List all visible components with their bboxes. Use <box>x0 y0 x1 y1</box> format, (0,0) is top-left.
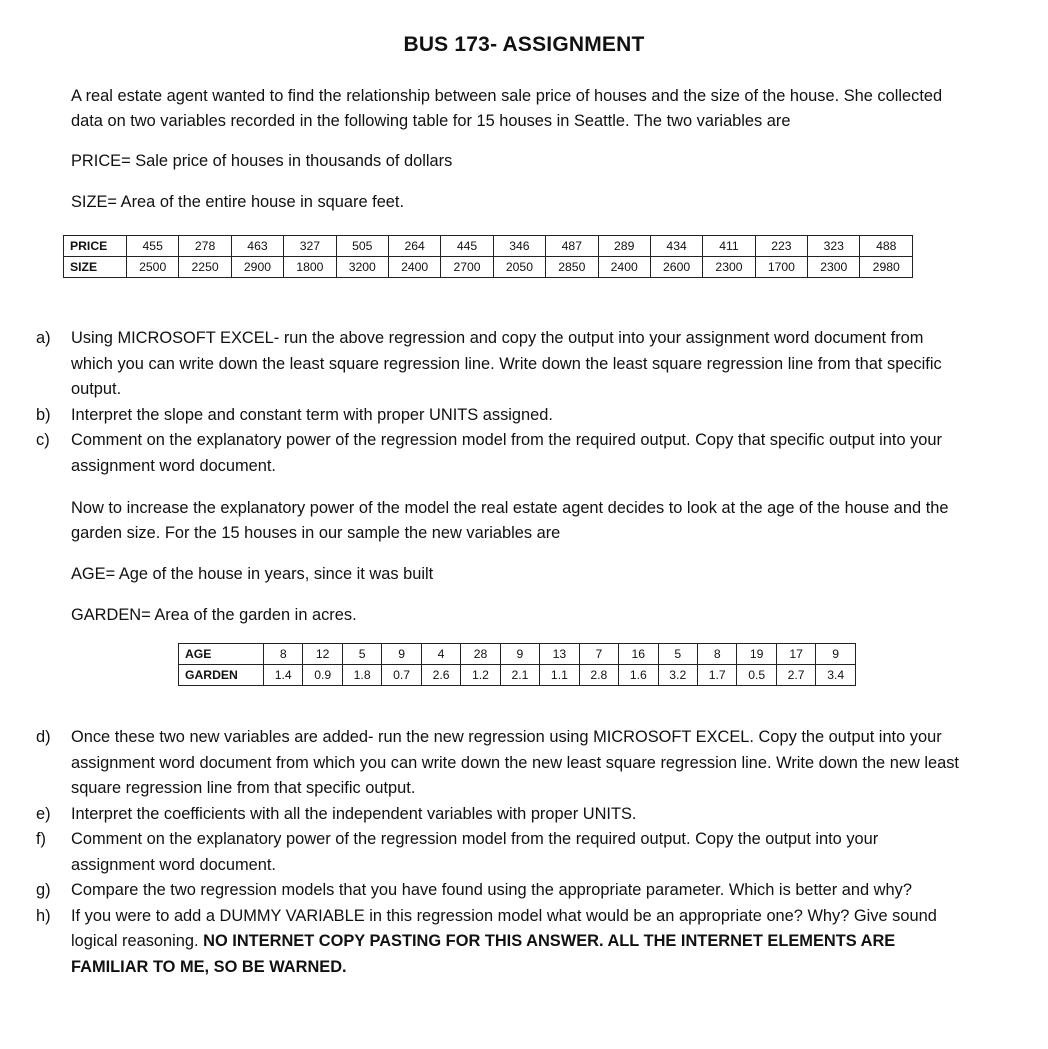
table-cell: 2.8 <box>579 665 618 686</box>
table-cell: 1.7 <box>697 665 736 686</box>
question-text: Compare the two regression models that you have found using the appropriate parameter. Which is better and why? <box>71 881 912 899</box>
table-cell: 2.1 <box>500 665 539 686</box>
question-label: a) <box>36 329 51 347</box>
table-cell: 264 <box>388 236 440 257</box>
table-cell: 5 <box>658 644 697 665</box>
question-text: Interpret the slope and constant term with proper UNITS assigned. <box>71 405 553 424</box>
question-text: Once these two new variables are added- run the new regression using MICROSOFT EXCEL. Copy the output into your assignment word document from which you can write down the new least square regression line. Write down the new least square regression line from that specific output. <box>71 728 959 797</box>
table-cell: 3.4 <box>816 665 856 686</box>
table-cell: 2600 <box>650 257 702 278</box>
table-cell: 445 <box>441 236 493 257</box>
question-list-part-2 <box>36 725 966 980</box>
question-item <box>36 403 966 429</box>
table-cell: 278 <box>179 236 231 257</box>
question-text: If you were to add a DUMMY VARIABLE in this regression model what would be an appropriate one? Why? Give sound logical reasoning. <box>71 906 937 950</box>
table-cell: 463 <box>231 236 283 257</box>
table-cell: 2500 <box>127 257 179 278</box>
table-cell: 16 <box>619 644 658 665</box>
variable-age-definition: AGE= Age of the house in years, since it was built <box>71 565 434 583</box>
table-cell: 8 <box>264 644 303 665</box>
table-cell: 7 <box>579 644 618 665</box>
table-cell: 4 <box>421 644 460 665</box>
question-label: g) <box>36 881 51 899</box>
table-cell: 411 <box>703 236 755 257</box>
table-cell: 5 <box>342 644 381 665</box>
price-size-table <box>63 235 913 278</box>
table-cell: 2.6 <box>421 665 460 686</box>
page-title: BUS 173- ASSIGNMENT <box>403 33 645 56</box>
table-cell: 1.2 <box>461 665 500 686</box>
table-cell: 1.8 <box>342 665 381 686</box>
table-cell: 2900 <box>231 257 283 278</box>
table-row <box>64 236 913 257</box>
table-cell: 505 <box>336 236 388 257</box>
question-text: Using MICROSOFT EXCEL- run the above regression and copy the output into your assignment word document from which you can write down the least square regression line. Write down the least square regression line from that specific output. <box>71 329 942 398</box>
table-cell: 17 <box>776 644 815 665</box>
question-label: f) <box>36 830 47 848</box>
row-header: PRICE <box>64 236 127 257</box>
table-row <box>179 665 856 686</box>
question-text: Interpret the coefficients with all the independent variables with proper UNITS. <box>71 804 637 823</box>
question-text: Comment on the explanatory power of the regression model from the required output. Copy the output into your assignment word document. <box>71 830 879 874</box>
table-cell: 455 <box>127 236 179 257</box>
row-header: AGE <box>179 644 264 665</box>
question-label: c) <box>36 431 50 449</box>
question-item <box>36 725 966 802</box>
question-item <box>36 428 966 479</box>
table-cell: 2250 <box>179 257 231 278</box>
question-item <box>36 904 966 981</box>
table-cell: 487 <box>546 236 598 257</box>
question-label: e) <box>36 804 51 823</box>
table-cell: 8 <box>697 644 736 665</box>
question-item <box>36 878 966 904</box>
table-cell: 13 <box>540 644 579 665</box>
table-cell: 488 <box>860 236 913 257</box>
table-cell: 1.6 <box>619 665 658 686</box>
table-cell: 2.7 <box>776 665 815 686</box>
table-cell: 2300 <box>703 257 755 278</box>
table-cell: 2400 <box>388 257 440 278</box>
table-cell: 2980 <box>860 257 913 278</box>
question-item <box>36 827 966 878</box>
table-cell: 1700 <box>755 257 807 278</box>
table-cell: 2700 <box>441 257 493 278</box>
second-intro-paragraph: Now to increase the explanatory power of the model the real estate agent decides to look at the age of the house and the garden size. For the 15 houses in our sample the new variables are <box>71 499 949 542</box>
table-cell: 1.4 <box>264 665 303 686</box>
question-item <box>36 326 966 403</box>
question-text: Comment on the explanatory power of the regression model from the required output. Copy that specific output into your assignment word document. <box>71 431 943 475</box>
table-cell: 2300 <box>808 257 860 278</box>
table-cell: 327 <box>284 236 336 257</box>
table-cell: 2400 <box>598 257 650 278</box>
variable-size-definition: SIZE= Area of the entire house in square feet. <box>71 193 405 211</box>
row-header: GARDEN <box>179 665 264 686</box>
question-label: b) <box>36 405 51 424</box>
table-cell: 12 <box>303 644 342 665</box>
row-header: SIZE <box>64 257 127 278</box>
table-cell: 434 <box>650 236 702 257</box>
table-row <box>64 257 913 278</box>
table-cell: 9 <box>816 644 856 665</box>
table-cell: 9 <box>500 644 539 665</box>
table-cell: 0.5 <box>737 665 776 686</box>
warning-text: NO INTERNET COPY PASTING FOR THIS ANSWER. ALL THE INTERNET ELEMENTS ARE FAMILIAR TO ME, SO BE WARNED. <box>71 932 896 976</box>
question-label: h) <box>36 906 51 925</box>
table-cell: 346 <box>493 236 545 257</box>
table-cell: 223 <box>755 236 807 257</box>
table-cell: 289 <box>598 236 650 257</box>
table-cell: 28 <box>461 644 500 665</box>
table-cell: 19 <box>737 644 776 665</box>
table-row <box>179 644 856 665</box>
table-cell: 323 <box>808 236 860 257</box>
table-cell: 0.7 <box>382 665 421 686</box>
question-list-part-1 <box>36 326 966 479</box>
intro-paragraph: A real estate agent wanted to find the relationship between sale price of houses and the size of the house. She collected data on two variables recorded in the following table for 15 houses in Seattle. The two variables are <box>71 87 943 130</box>
table-cell: 1800 <box>284 257 336 278</box>
table-cell: 3.2 <box>658 665 697 686</box>
question-item <box>36 802 966 828</box>
variable-garden-definition: GARDEN= Area of the garden in acres. <box>71 606 357 624</box>
table-cell: 2050 <box>493 257 545 278</box>
question-label: d) <box>36 728 51 746</box>
table-cell: 0.9 <box>303 665 342 686</box>
table-cell: 9 <box>382 644 421 665</box>
table-cell: 2850 <box>546 257 598 278</box>
age-garden-table <box>178 643 856 686</box>
variable-price-definition: PRICE= Sale price of houses in thousands of dollars <box>71 152 453 170</box>
table-cell: 3200 <box>336 257 388 278</box>
table-cell: 1.1 <box>540 665 579 686</box>
